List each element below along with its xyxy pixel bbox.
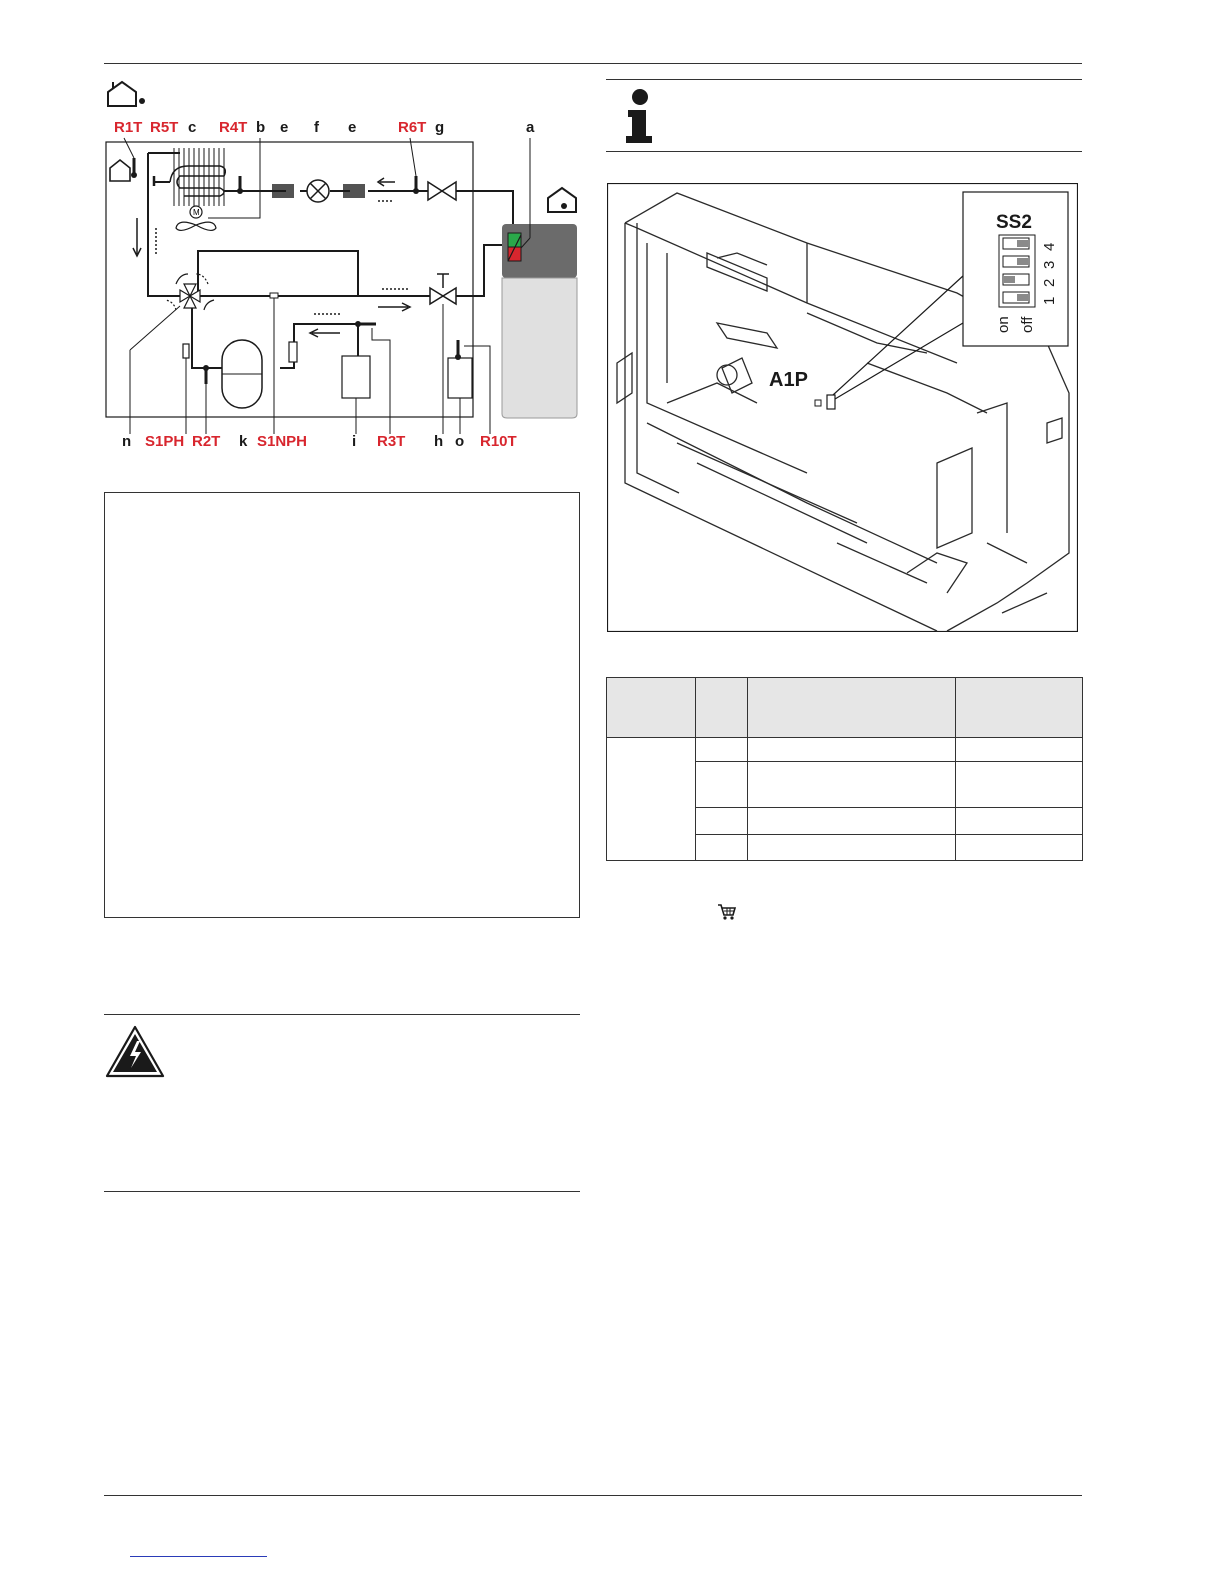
- label-i: i: [352, 433, 357, 450]
- ss2-number-2: 2: [1041, 278, 1058, 287]
- label-r6t: R6T: [398, 119, 427, 136]
- label-b: b: [256, 119, 266, 136]
- footer-rule: [104, 1495, 1082, 1496]
- header-rule: [104, 63, 1082, 64]
- label-r1t: R1T: [114, 119, 143, 136]
- label-s1nph: S1NPH: [257, 433, 308, 450]
- electrical-hazard-icon: [104, 1024, 166, 1080]
- label-o: o: [455, 433, 465, 450]
- heat-exchanger-coil: [174, 148, 224, 206]
- ss2-title: SS2: [996, 212, 1032, 233]
- label-r2t: R2T: [192, 433, 221, 450]
- high-pressure-switch: [183, 344, 189, 358]
- table-cell: [696, 761, 748, 808]
- table-cell: [956, 737, 1083, 761]
- label-a1p: A1P: [769, 369, 808, 391]
- label-r5t: R5T: [150, 119, 179, 136]
- label-e2: e: [348, 119, 357, 136]
- label-a: a: [526, 119, 535, 136]
- label-f: f: [314, 119, 319, 136]
- label-n: n: [122, 433, 132, 450]
- label-r4t: R4T: [219, 119, 248, 136]
- label-r3t: R3T: [377, 433, 406, 450]
- muffler: [289, 342, 297, 362]
- motor-letter: M: [193, 208, 200, 217]
- table-cell: [956, 761, 1083, 808]
- table-row: [607, 737, 1083, 761]
- warning-top-rule: [104, 1014, 580, 1015]
- info-top-rule: [606, 79, 1082, 80]
- ss2-state-off: off: [1019, 316, 1036, 333]
- table-cell: [696, 808, 748, 834]
- outdoor-unit-frame: [106, 142, 473, 417]
- table-cell: [696, 737, 748, 761]
- tank-body: [502, 278, 577, 418]
- refrigerant-circuit-diagram: [100, 78, 590, 453]
- table-header-cell: [748, 678, 956, 738]
- filter-e1: [272, 184, 294, 198]
- inner-house-icon: [110, 160, 130, 181]
- table-cell: [748, 808, 956, 834]
- table-header-cell: [956, 678, 1083, 738]
- label-c: c: [188, 119, 197, 136]
- ss2-state-on: on: [995, 316, 1012, 333]
- info-bottom-rule: [606, 151, 1082, 152]
- footer-link-underline[interactable]: [130, 1556, 267, 1557]
- low-pressure-sensor: [270, 293, 278, 298]
- heater-o: [448, 358, 472, 398]
- board-dip-switch: [827, 395, 835, 409]
- filter-e2: [343, 184, 365, 198]
- table-cell: [748, 761, 956, 808]
- info-icon: [620, 88, 660, 146]
- fan-icon: [176, 222, 216, 230]
- table-cell: [748, 737, 956, 761]
- ss2-number-4: 4: [1041, 242, 1058, 251]
- label-r10t: R10T: [480, 433, 517, 450]
- outdoor-house-icon: [108, 82, 136, 106]
- ss2-number-3: 3: [1041, 260, 1058, 269]
- label-k: k: [239, 433, 248, 450]
- pcb-switch-figure: [607, 183, 1078, 632]
- table-cell: [956, 834, 1083, 860]
- shopping-cart-icon: [717, 903, 737, 921]
- table-cell: [748, 834, 956, 860]
- label-e1: e: [280, 119, 289, 136]
- table-cell: [696, 834, 748, 860]
- table-header-row: [607, 678, 1083, 738]
- stop-valve-gas: [430, 274, 456, 304]
- legend-box: [104, 492, 580, 918]
- label-s1ph: S1PH: [145, 433, 185, 450]
- table-cell: [956, 808, 1083, 834]
- table-header-cell: [607, 678, 696, 738]
- ss2-number-1: 1: [1041, 296, 1058, 305]
- table-header-cell: [696, 678, 748, 738]
- stop-valve-liquid: [428, 182, 456, 200]
- label-h: h: [434, 433, 444, 450]
- table-cell: [607, 737, 696, 860]
- accumulator: [342, 356, 370, 398]
- warning-bottom-rule: [104, 1191, 580, 1192]
- label-g: g: [435, 119, 445, 136]
- indoor-house-icon: [548, 188, 576, 212]
- dip-switch-table: [606, 677, 1083, 861]
